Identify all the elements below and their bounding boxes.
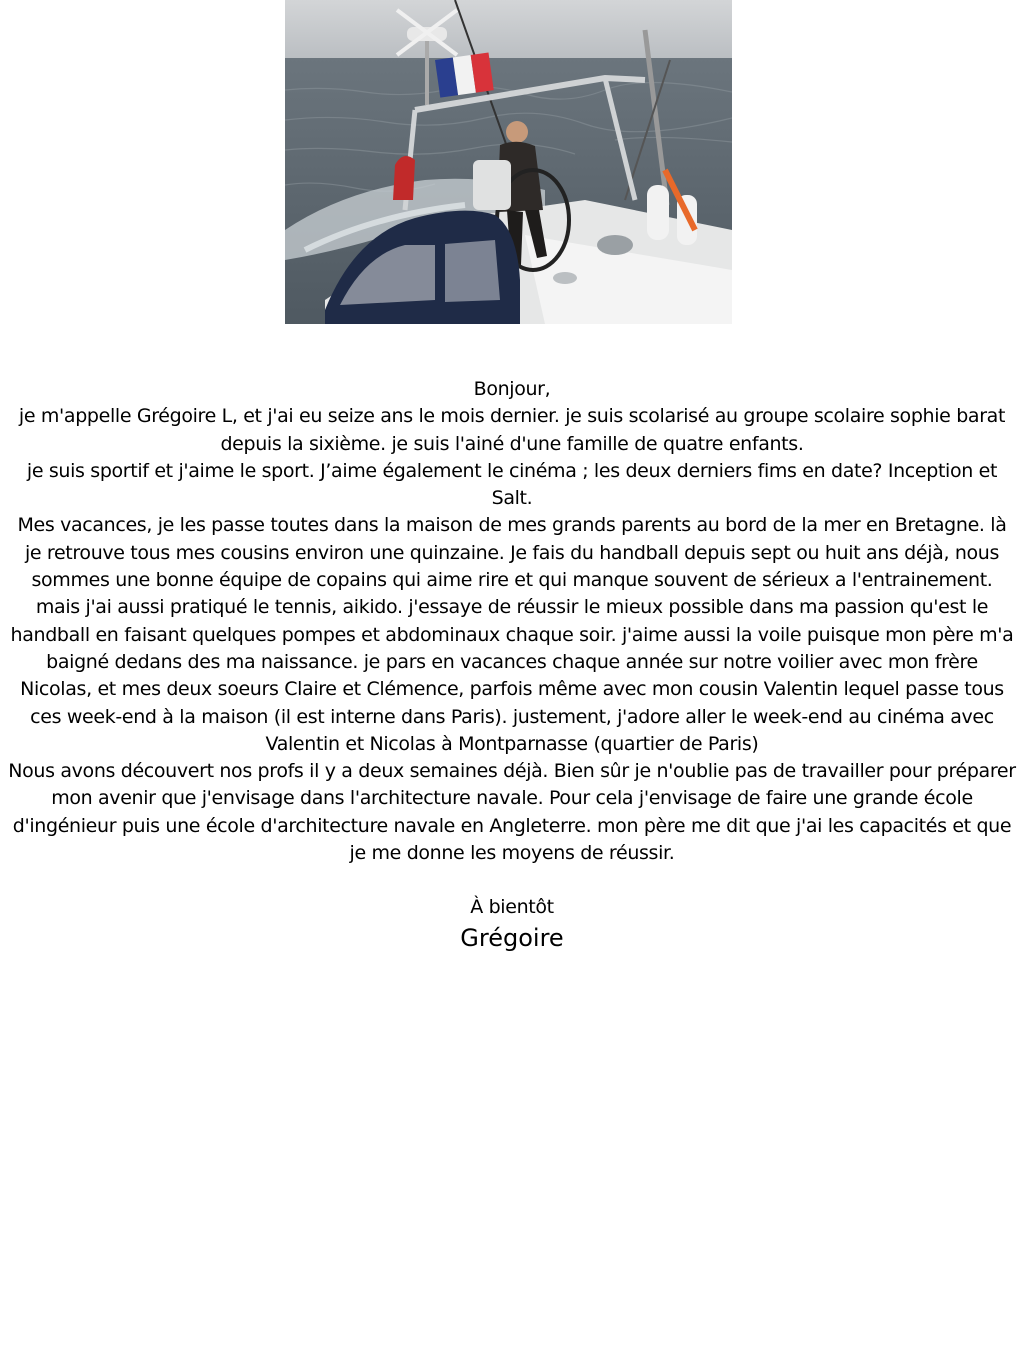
closing: À bientôt xyxy=(470,896,554,919)
paragraph-future: Nous avons découvert nos profs il y a deux semaines déjà. Bien sûr je n'oublie pas de travailler pour préparer mon avenir que j'envisage dans l'architecture navale. Pour cela j'envisage de faire une grande école d'ingénieur puis une école d'architecture navale en Angleterre. mon père me dit que j'ai les capacités et que je me donne les moyens de réussir. xyxy=(8,760,1016,865)
signature: Grégoire xyxy=(460,923,564,952)
sailboat-photo xyxy=(285,0,732,324)
spacer xyxy=(8,867,1016,894)
greeting: Bonjour, xyxy=(473,378,551,400)
letter-body xyxy=(8,376,1016,954)
paragraph-intro: je m'appelle Grégoire L, et j'ai eu seize ans le mois dernier. je suis scolarisé au groupe scolaire sophie barat depuis la sixième. je suis l'ainé d'une famille de quatre enfants. xyxy=(18,405,1006,455)
paragraph-holidays: Mes vacances, je les passe toutes dans la maison de mes grands parents au bord de la mer en Bretagne. là je retrouve tous mes cousins environ une quinzaine. Je fais du handball depuis sept ou huit ans déjà, nous sommes une bonne équipe de copains qui aime rire et qui manque souvent de sérieux a l'entrainement. mais j'ai aussi pratiqué le tennis, aikido. j'essaye de réussir le mieux possible dans ma passion qu'est le handball en faisant quelques pompes et abdominaux chaque soir. j'aime aussi la voile puisque mon père m'a baigné dedans des ma naissance. je pars en vacances chaque année sur notre voilier avec mon frère Nicolas, et mes deux soeurs Claire et Clémence, parfois même avec mon cousin Valentin lequel passe tous ces week-end à la maison (il est interne dans Paris). justement, j'adore aller le week-end au cinéma avec Valentin et Nicolas à Montparnasse (quartier de Paris) xyxy=(10,514,1014,755)
paragraph-hobbies: je suis sportif et j'aime le sport. J’aime également le cinéma ; les deux derniers fims en date? Inception et Salt. xyxy=(26,459,998,510)
